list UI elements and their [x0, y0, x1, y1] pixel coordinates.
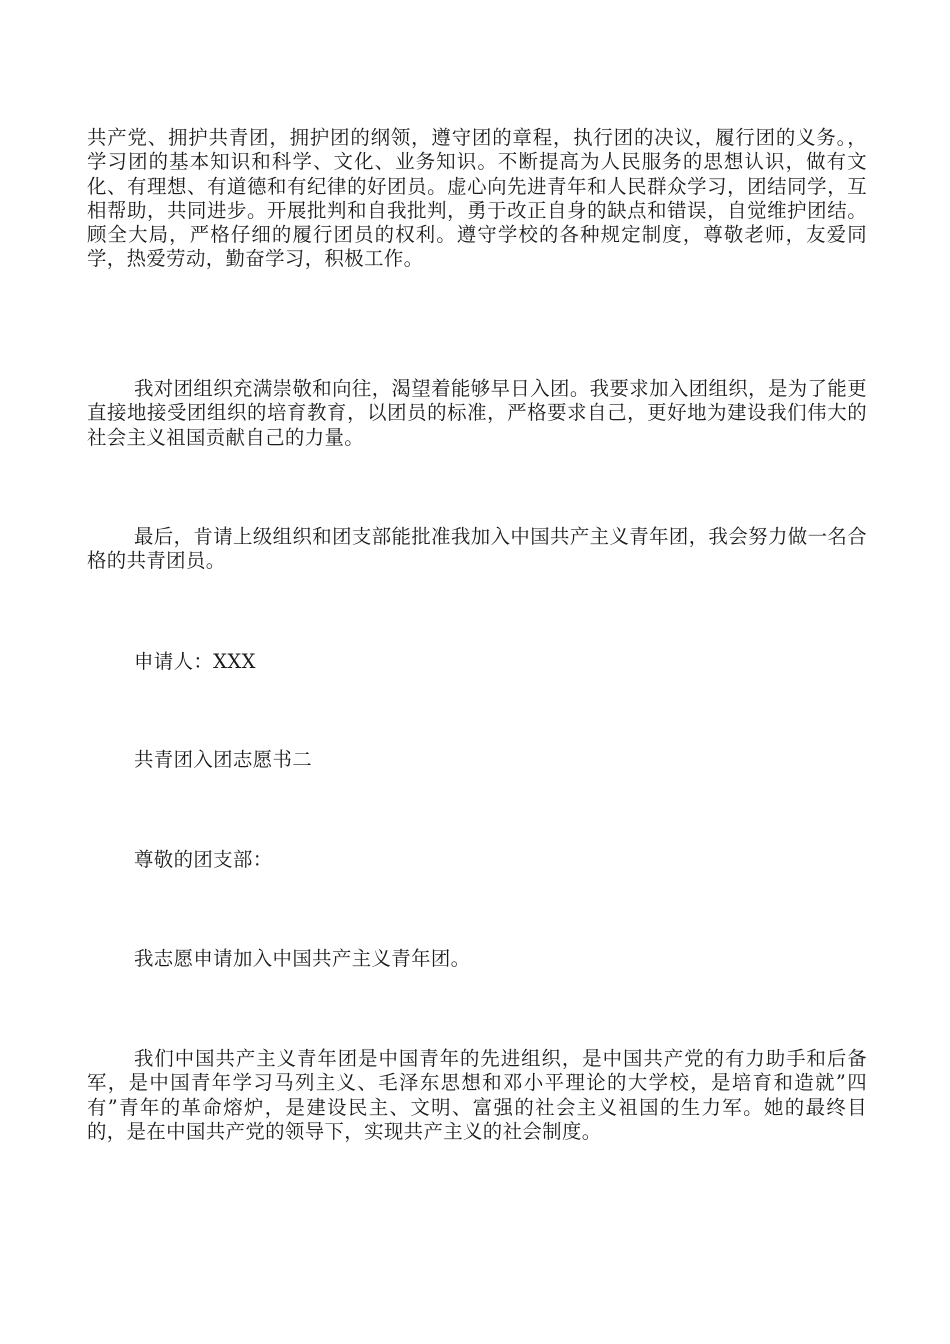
- paragraph-closing-request: 最后，肯请上级组织和团支部能批准我加入中国共产主义青年团，我会努力做一名合格的共青团员。: [87, 525, 867, 573]
- applicant-signature-line: 申请人：XXX: [134, 650, 256, 673]
- paragraph-aspiration: 我对团组织充满崇敬和向往，渴望着能够早日入团。我要求加入团组织，是为了能更直接地接受团组织的培育教育，以团员的标准，严格要求自己，更好地为建设我们伟大的社会主义祖国贡献自己的力量。: [87, 377, 867, 449]
- salutation: 尊敬的团支部：: [134, 848, 273, 871]
- paragraph-continuation: 共产党、拥护共青团，拥护团的纲领，遵守团的章程，执行团的决议，履行团的义务。，学习团的基本知识和科学、文化、业务知识。不断提高为人民服务的思想认识，做有文化、有理想、有道德和有纪律的好团员。虚心向先进青年和人民群众学习，团结同学，互相帮助，共同进步。开展批判和自我批判，勇于改正自身的缺点和错误，自觉维护团结。顾全大局，严格仔细的履行团员的权利。遵守学校的各种规定制度，尊敬老师，友爱同学，热爱劳动，勤奋学习，积极工作。: [87, 126, 867, 271]
- paragraph-league-description: 我们中国共产主义青年团是中国青年的先进组织，是中国共产党的有力助手和后备军，是中国青年学习马列主义、毛泽东思想和邓小平理论的大学校，是培育和造就”四有”青年的革命熔炉，是建设民主、文明、富强的社会主义祖国的生力军。她的最终目的，是在中国共产党的领导下，实现共产主义的社会制度。: [87, 1047, 867, 1143]
- paragraph-application-statement: 我志愿申请加入中国共产主义青年团。: [134, 947, 471, 970]
- section-title: 共青团入团志愿书二: [134, 748, 313, 771]
